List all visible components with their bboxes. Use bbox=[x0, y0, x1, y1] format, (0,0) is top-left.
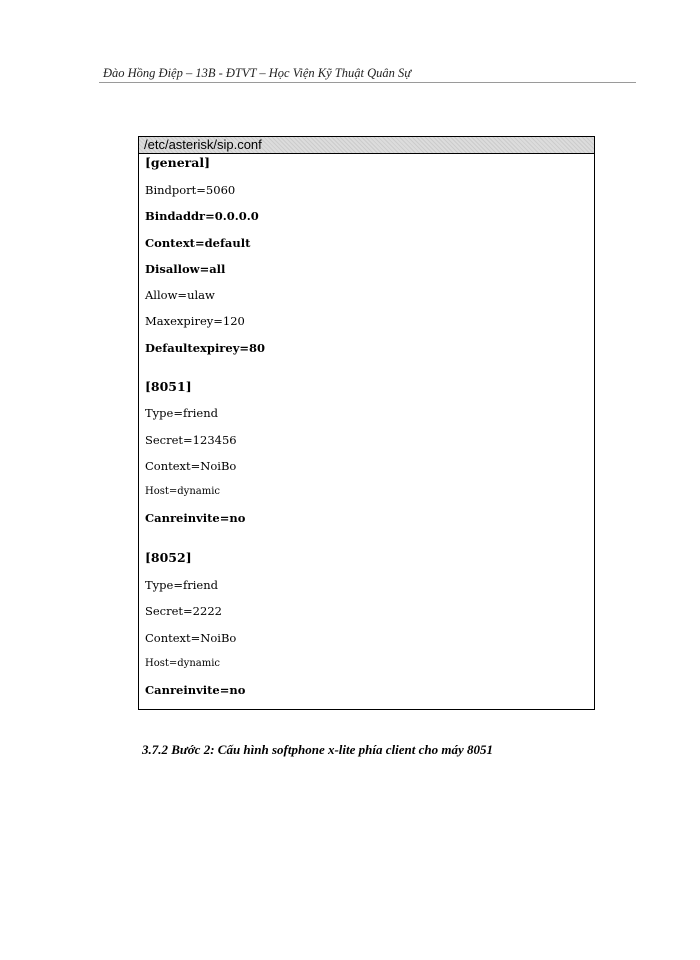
line-8051-canreinvite: Canreinvite=no bbox=[145, 511, 246, 525]
line-8052-host: Host=dynamic bbox=[145, 658, 221, 669]
line-bindport: Bindport=5060 bbox=[145, 183, 236, 197]
line-8051-type: Type=friend bbox=[145, 406, 218, 420]
line-context-default: Context=default bbox=[145, 236, 251, 250]
code-box-title: /etc/asterisk/sip.conf bbox=[139, 137, 594, 154]
line-disallow: Disallow=all bbox=[145, 262, 226, 276]
line-8052-secret: Secret=2222 bbox=[145, 604, 222, 618]
section-8052: [8052] bbox=[145, 550, 192, 565]
section-caption: 3.7.2 Bước 2: Cấu hình softphone x-lite phía client cho máy 8051 bbox=[142, 742, 493, 757]
line-8051-context: Context=NoiBo bbox=[145, 459, 237, 473]
page-header: Đào Hồng Điệp – 13B - ĐTVT – Học Viện Kỹ Thuật Quân Sự bbox=[103, 66, 412, 80]
line-allow: Allow=ulaw bbox=[145, 288, 215, 302]
line-8052-context: Context=NoiBo bbox=[145, 631, 237, 645]
header-divider bbox=[99, 82, 636, 83]
line-defaultexpirey: Defaultexpirey=80 bbox=[145, 341, 266, 355]
line-bindaddr: Bindaddr=0.0.0.0 bbox=[145, 209, 259, 223]
section-8051: [8051] bbox=[145, 379, 192, 394]
line-8051-host: Host=dynamic bbox=[145, 486, 221, 497]
line-8051-secret: Secret=123456 bbox=[145, 433, 237, 447]
section-general: [general] bbox=[145, 155, 210, 170]
line-8052-type: Type=friend bbox=[145, 578, 218, 592]
sip-conf-code-box bbox=[138, 136, 595, 710]
line-maxexpirey: Maxexpirey=120 bbox=[145, 314, 245, 328]
line-8052-canreinvite: Canreinvite=no bbox=[145, 683, 246, 697]
